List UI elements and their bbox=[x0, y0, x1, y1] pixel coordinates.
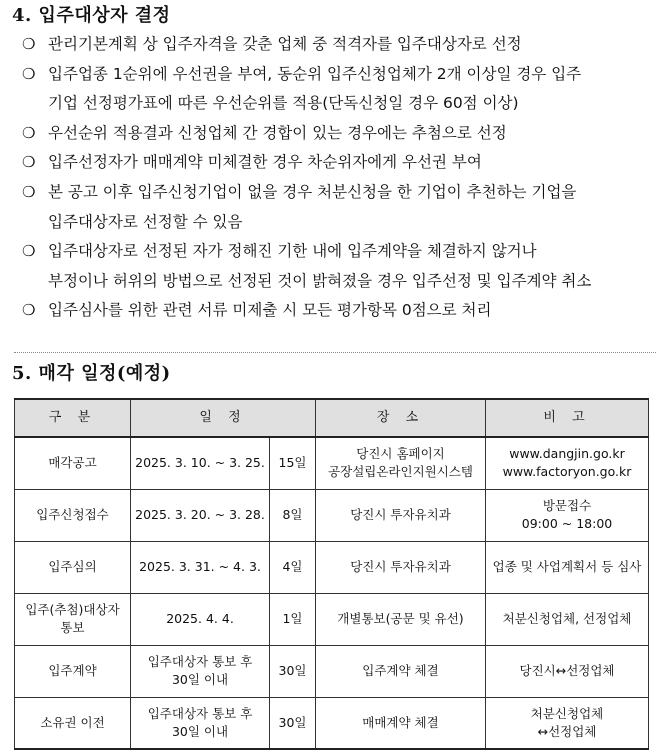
cell-schedule-date-line: 2025. 3. 20. ~ 3. 28. bbox=[135, 507, 265, 522]
list-item-text: 입주대상자로 선정된 자가 정해진 기한 내에 입주계약을 체결하지 않거나 bbox=[48, 242, 537, 261]
list-item bbox=[22, 60, 658, 119]
cell-duration: 15일 bbox=[270, 437, 316, 489]
cell-schedule-date bbox=[131, 489, 270, 541]
cell-duration: 4일 bbox=[270, 541, 316, 593]
cell-note bbox=[486, 645, 649, 697]
bullet-circle-icon: ❍ bbox=[22, 182, 36, 201]
list-item bbox=[22, 296, 658, 326]
section-4-title: 4. 입주대상자 결정 bbox=[12, 5, 171, 26]
list-item bbox=[22, 119, 658, 149]
cell-location-line: 당진시 투자유치과 bbox=[350, 559, 451, 574]
table-header-row bbox=[15, 399, 649, 437]
cell-note-line: 방문접수 bbox=[542, 498, 592, 513]
cell-note-line: 업종 및 사업계획서 등 심사 bbox=[492, 559, 642, 574]
cell-schedule-date bbox=[131, 593, 270, 645]
list-item-text: 입주선정자가 매매계약 미체결한 경우 차순위자에게 우선권 부여 bbox=[48, 153, 482, 172]
bullet-circle-icon: ❍ bbox=[22, 35, 36, 53]
cell-schedule-date bbox=[131, 645, 270, 697]
cell-location bbox=[316, 697, 486, 749]
cell-schedule-date-line: 입주대상자 통보 후 bbox=[147, 705, 253, 721]
cell-category bbox=[15, 645, 131, 697]
sale-schedule-table bbox=[14, 398, 649, 750]
bullet-circle-icon: ❍ bbox=[22, 153, 36, 172]
bullet-circle-icon: ❍ bbox=[22, 64, 36, 83]
list-item-text: 관리기본계획 상 입주자격을 갖춘 업체 중 적격자를 입주대상자로 선정 bbox=[48, 35, 522, 53]
cell-schedule-date-line: 30일 이내 bbox=[171, 672, 229, 687]
cell-schedule-date-line: 입주대상자 통보 후 bbox=[147, 654, 253, 669]
cell-location-line: 입주계약 체결 bbox=[362, 663, 439, 678]
table-row bbox=[15, 437, 649, 489]
cell-duration: 8일 bbox=[270, 489, 316, 541]
cell-location bbox=[316, 541, 486, 593]
cell-location bbox=[316, 437, 486, 489]
list-item-text: 우선순위 적용결과 신청업체 간 경합이 있는 경우에는 추첨으로 선정 bbox=[48, 123, 507, 142]
cell-schedule-date-line: 2025. 3. 10. ~ 3. 25. bbox=[135, 455, 265, 471]
list-item-continuation: 기업 선정평가표에 따른 우선순위를 적용(단독신청일 경우 60점 이상) bbox=[48, 94, 519, 113]
cell-note-line: www.dangjin.go.kr bbox=[509, 446, 625, 462]
cell-category-line: 소유권 이전 bbox=[40, 714, 105, 730]
cell-location-line: 당진시 홈페이지 bbox=[356, 446, 445, 462]
cell-schedule-date bbox=[131, 437, 270, 489]
cell-location-line: 매매계약 체결 bbox=[362, 714, 439, 730]
cell-location-line: 당진시 투자유치과 bbox=[350, 507, 451, 522]
list-item bbox=[22, 178, 658, 237]
cell-note-line: 당진시↔선정업체 bbox=[519, 663, 615, 678]
cell-location-line: 개별통보(공문 및 유선) bbox=[337, 611, 464, 626]
cell-schedule-date-line: 2025. 3. 31. ~ 4. 3. bbox=[139, 559, 261, 574]
section-5-title: 5. 매각 일정(예정) bbox=[12, 363, 171, 384]
list-item bbox=[22, 148, 658, 178]
cell-category-line: 입주(추첨)대상자 bbox=[25, 602, 120, 617]
cell-category bbox=[15, 697, 131, 749]
cell-location bbox=[316, 645, 486, 697]
cell-category bbox=[15, 541, 131, 593]
cell-category-line: 통보 bbox=[60, 620, 85, 635]
table-row bbox=[15, 593, 649, 645]
cell-category bbox=[15, 593, 131, 645]
list-item bbox=[22, 237, 658, 296]
table-row bbox=[15, 697, 649, 749]
list-item-continuation: 부정이나 허위의 방법으로 선정된 것이 밝혀졌을 경우 입주선정 및 입주계약 취소 bbox=[48, 271, 592, 290]
table-row bbox=[15, 645, 649, 697]
header-schedule: 일 정 bbox=[131, 399, 316, 437]
cell-note-line: 처분신청업체 bbox=[530, 705, 604, 721]
cell-category-line: 입주계약 bbox=[48, 663, 97, 678]
cell-duration: 30일 bbox=[270, 697, 316, 749]
header-note: 비 고 bbox=[486, 399, 649, 437]
list-item-text: 입주심사를 위한 관련 서류 미제출 시 모든 평가항목 0점으로 처리 bbox=[48, 301, 492, 320]
cell-schedule-date bbox=[131, 697, 270, 749]
header-location: 장 소 bbox=[316, 399, 486, 437]
cell-location bbox=[316, 593, 486, 645]
cell-location bbox=[316, 489, 486, 541]
cell-category bbox=[15, 437, 131, 489]
cell-note bbox=[486, 593, 649, 645]
cell-category-line: 입주신청접수 bbox=[36, 507, 109, 522]
cell-note bbox=[486, 489, 649, 541]
cell-note-line: www.factoryon.go.kr bbox=[502, 464, 632, 480]
cell-category-line: 매각공고 bbox=[48, 455, 97, 471]
table-row bbox=[15, 489, 649, 541]
cell-note bbox=[486, 437, 649, 489]
bullet-circle-icon: ❍ bbox=[22, 301, 36, 320]
cell-note-line: 09:00 ~ 18:00 bbox=[521, 516, 613, 531]
bullet-circle-icon: ❍ bbox=[22, 242, 36, 261]
cell-category bbox=[15, 489, 131, 541]
list-item-continuation: 입주대상자로 선정할 수 있음 bbox=[48, 212, 243, 231]
cell-note bbox=[486, 697, 649, 749]
list-item-text: 입주업종 1순위에 우선권을 부여, 동순위 입주신청업체가 2개 이상일 경우 입주 bbox=[48, 64, 582, 83]
cell-note-line: ↔선정업체 bbox=[537, 723, 597, 739]
table-row bbox=[15, 541, 649, 593]
cell-note-line: 처분신청업체, 선정업체 bbox=[502, 611, 632, 626]
cell-schedule-date-line: 30일 이내 bbox=[171, 723, 229, 739]
cell-schedule-date bbox=[131, 541, 270, 593]
cell-category-line: 입주심의 bbox=[48, 559, 97, 574]
bullet-circle-icon: ❍ bbox=[22, 123, 36, 142]
list-item bbox=[22, 30, 658, 60]
list-item-text: 본 공고 이후 입주신청기업이 없을 경우 처분신청을 한 기업이 추천하는 기업을 bbox=[48, 182, 577, 201]
header-category: 구 분 bbox=[15, 399, 131, 437]
cell-location-line: 공장설립온라인지원시스템 bbox=[328, 464, 473, 480]
cell-schedule-date-line: 2025. 4. 4. bbox=[166, 611, 234, 626]
cell-duration: 1일 bbox=[270, 593, 316, 645]
selection-criteria-list bbox=[22, 30, 658, 326]
cell-note bbox=[486, 541, 649, 593]
section-divider bbox=[14, 352, 656, 353]
cell-duration: 30일 bbox=[270, 645, 316, 697]
